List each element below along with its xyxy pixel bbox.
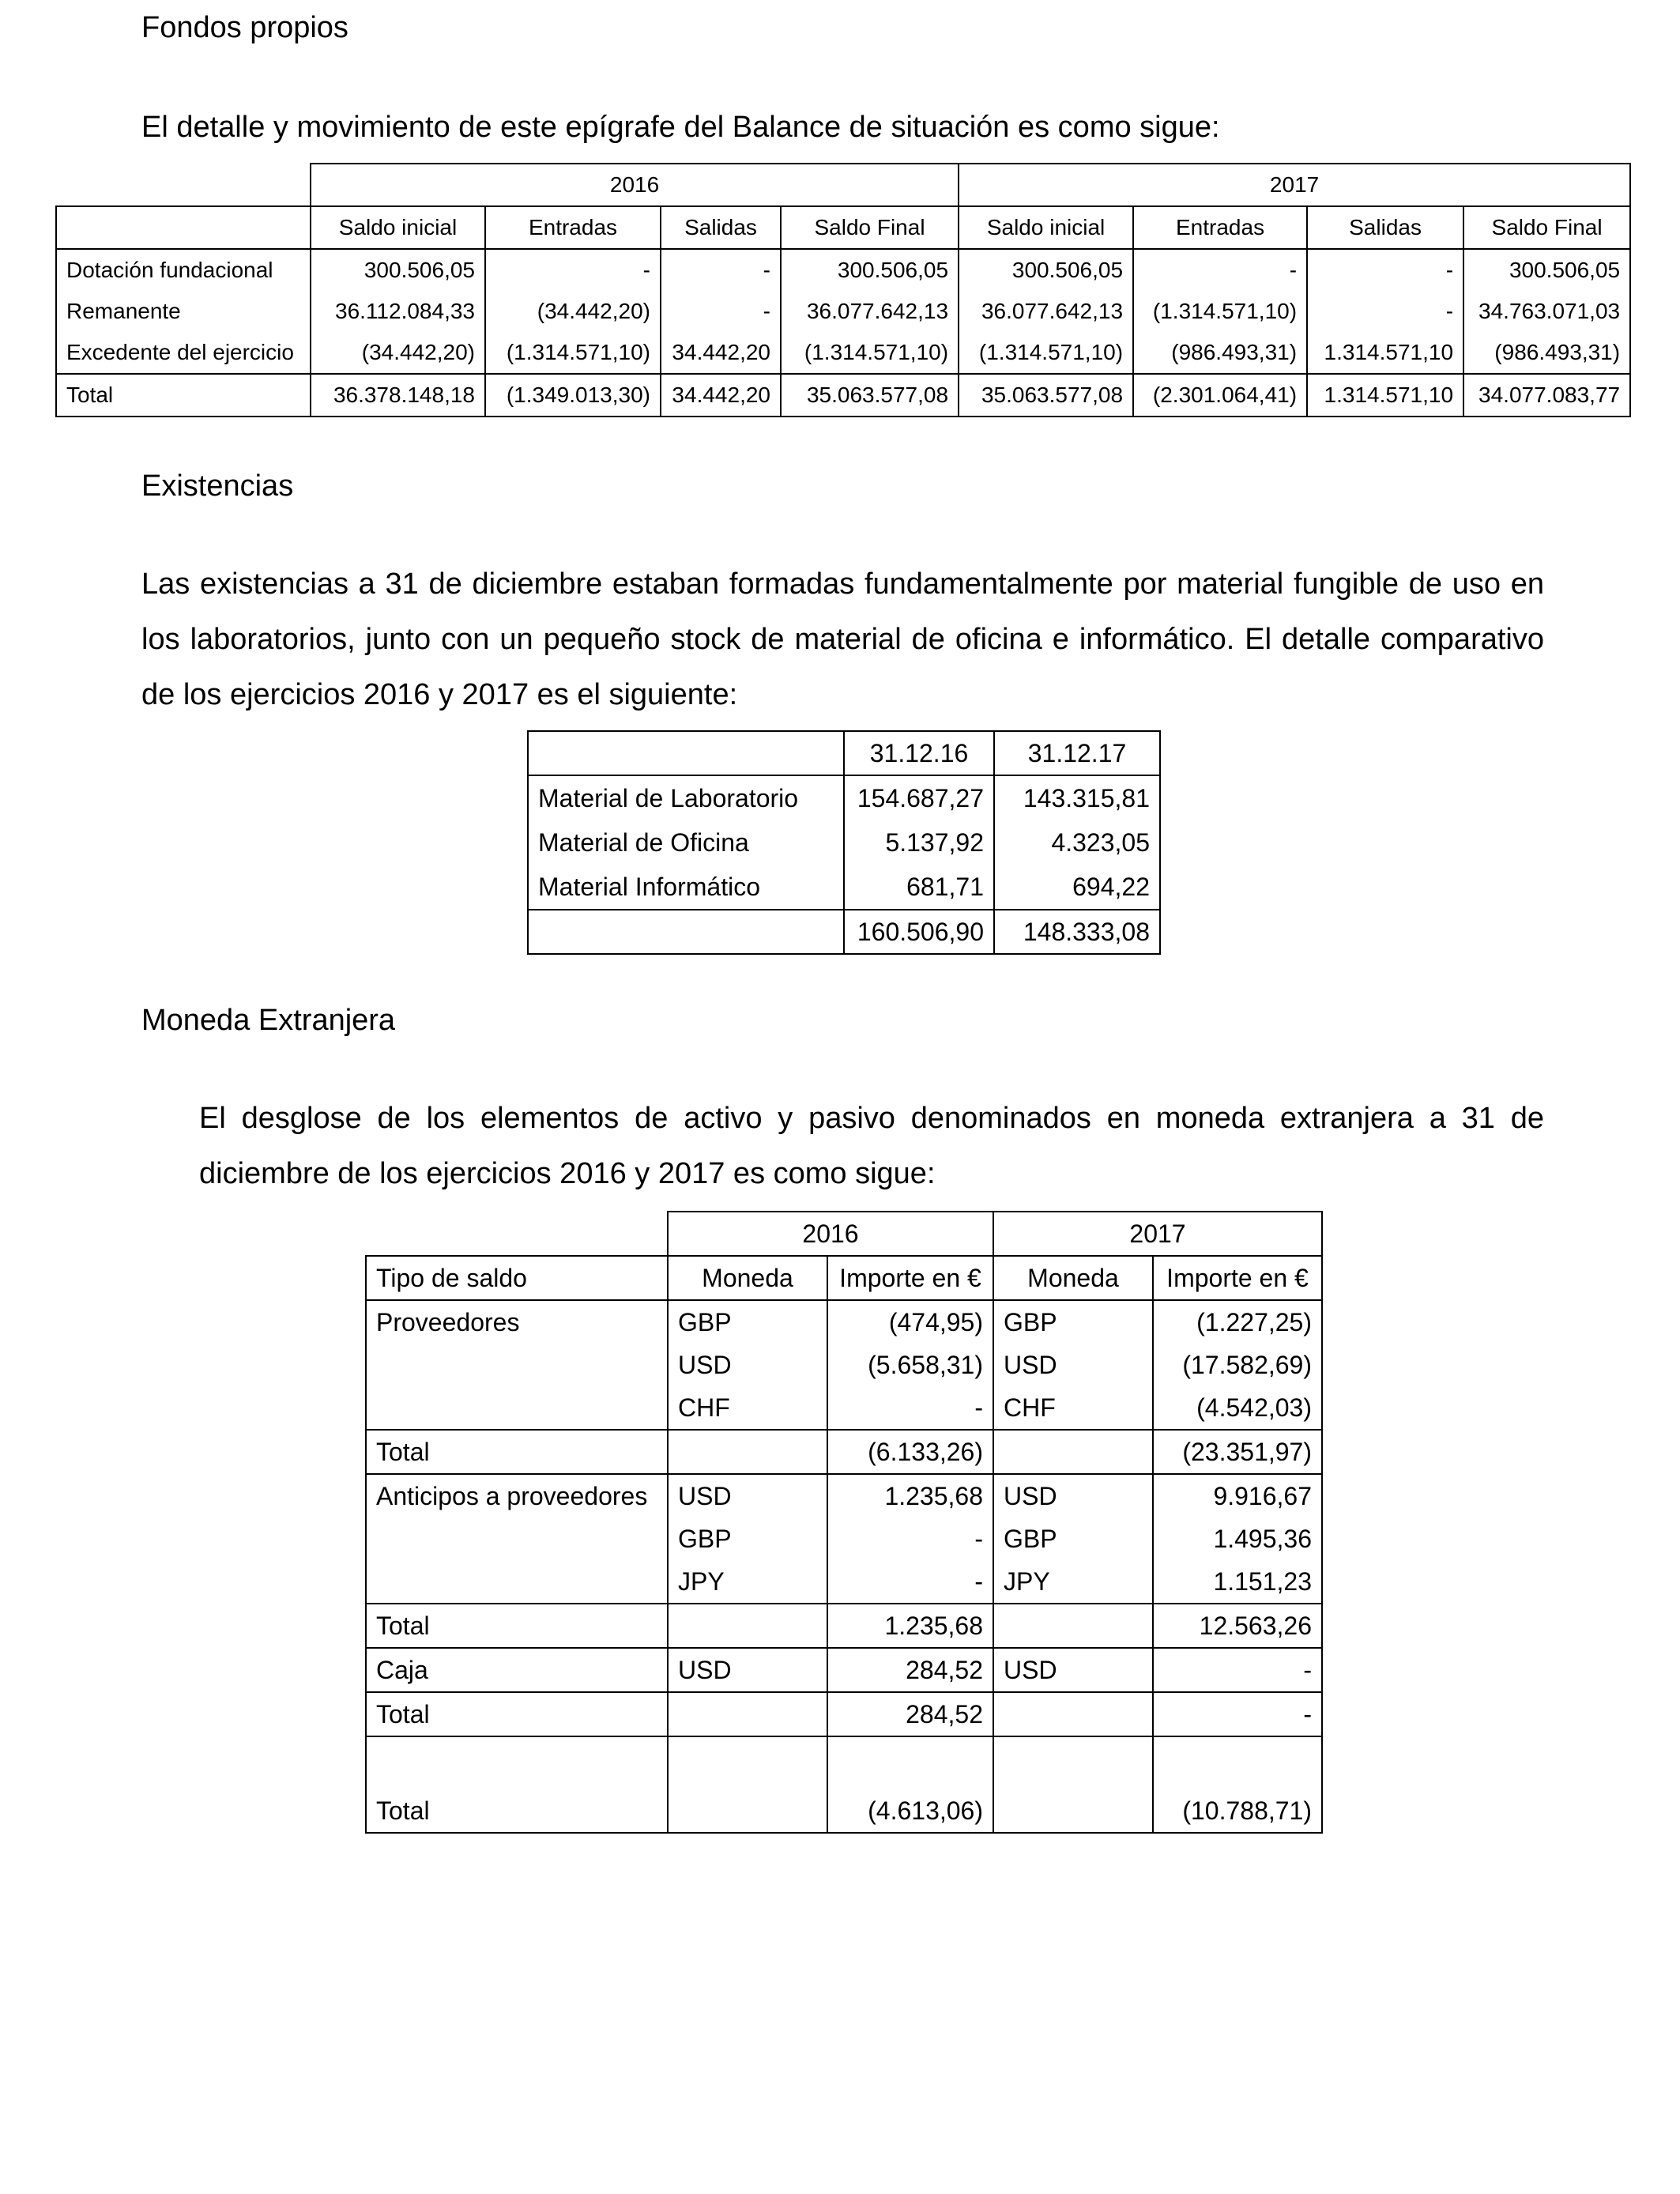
- table-cell: 4.323,05: [994, 820, 1160, 865]
- fondos-intro: El detalle y movimiento de este epígrafe del Balance de situación es como sigue:: [141, 111, 1220, 144]
- fondos-propios-table: [55, 163, 1631, 417]
- currency-cell: JPY: [668, 1560, 827, 1604]
- table-row: [366, 1344, 1322, 1386]
- table-row: [366, 1474, 1322, 1517]
- currency-cell: GBP: [993, 1300, 1153, 1344]
- empty-cell: [366, 1386, 668, 1430]
- empty-cell: [668, 1736, 827, 1833]
- amount-cell: (23.351,97): [1153, 1430, 1322, 1474]
- empty-cell: [668, 1430, 827, 1474]
- amount-cell: -: [827, 1560, 993, 1604]
- table-cell: -: [1133, 249, 1307, 291]
- amount-cell: (4.542,03): [1153, 1386, 1322, 1430]
- row-label: Total: [366, 1692, 668, 1736]
- table-cell: 36.378.148,18: [311, 374, 485, 417]
- amount-cell: (1.227,25): [1153, 1300, 1322, 1344]
- table-row: [366, 1517, 1322, 1560]
- table-cell: 1.314.571,10: [1307, 374, 1463, 417]
- header-cell: [56, 206, 311, 249]
- column-header-row: [56, 206, 1630, 249]
- amount-cell: 1.495,36: [1153, 1517, 1322, 1560]
- amount-cell: 9.916,67: [1153, 1474, 1322, 1517]
- total-row: [528, 910, 1160, 954]
- moneda-extranjera-table: [365, 1211, 1323, 1834]
- subtotal-row: [366, 1692, 1322, 1736]
- table-cell: (34.442,20): [311, 332, 485, 374]
- table-cell: 34.077.083,77: [1463, 374, 1630, 417]
- existencias-paragraph: Las existencias a 31 de diciembre estaban formadas fundamentalmente por material fungible de uso en los laboratorios, junto con un pequeño stock de material de oficina e informático. El detalle comparativo de los ejercicios 2016 y 2017 es el siguiente:: [141, 567, 1544, 711]
- table-row: [366, 1648, 1322, 1692]
- table-cell: 34.442,20: [661, 332, 781, 374]
- row-label: Total: [56, 374, 311, 417]
- group-label: Anticipos a proveedores: [366, 1474, 668, 1517]
- currency-cell: GBP: [668, 1300, 827, 1344]
- currency-cell: USD: [668, 1648, 827, 1692]
- year-header: 2017: [993, 1212, 1322, 1256]
- row-label: [528, 910, 844, 954]
- table-cell: 300.506,05: [1463, 249, 1630, 291]
- column-header: Saldo inicial: [311, 206, 485, 249]
- amount-cell: (5.658,31): [827, 1344, 993, 1386]
- table-cell: 154.687,27: [844, 775, 994, 820]
- currency-cell: USD: [668, 1344, 827, 1386]
- row-label: Dotación fundacional: [56, 249, 311, 291]
- table-cell: (986.493,31): [1463, 332, 1630, 374]
- group-label: Proveedores: [366, 1300, 668, 1344]
- grand-total-row: [366, 1736, 1322, 1833]
- column-header-row: [528, 731, 1160, 775]
- currency-cell: JPY: [993, 1560, 1153, 1604]
- row-label: Total: [366, 1736, 668, 1833]
- table-cell: 300.506,05: [781, 249, 959, 291]
- blank-cell: [366, 1212, 668, 1256]
- empty-cell: [366, 1560, 668, 1604]
- table-cell: (1.314.571,10): [485, 332, 661, 374]
- table-cell: 300.506,05: [311, 249, 485, 291]
- table-row: [366, 1386, 1322, 1430]
- empty-cell: [668, 1604, 827, 1648]
- subtotal-row: [366, 1430, 1322, 1474]
- table-cell: (1.314.571,10): [959, 332, 1133, 374]
- section-heading-moneda: Moneda Extranjera: [141, 1004, 396, 1037]
- empty-cell: [366, 1517, 668, 1560]
- table-row: [366, 1560, 1322, 1604]
- section-heading-existencias: Existencias: [141, 469, 294, 503]
- column-header: 31.12.17: [994, 731, 1160, 775]
- table-cell: 36.112.084,33: [311, 291, 485, 332]
- table-cell: (1.349.013,30): [485, 374, 661, 417]
- table-row: [528, 775, 1160, 820]
- empty-cell: [366, 1344, 668, 1386]
- amount-cell: 284,52: [827, 1648, 993, 1692]
- column-header: Moneda: [668, 1256, 827, 1300]
- amount-cell: -: [827, 1386, 993, 1430]
- column-header: Saldo inicial: [959, 206, 1133, 249]
- total-row: [56, 374, 1630, 417]
- row-label: Material de Laboratorio: [528, 775, 844, 820]
- empty-cell: [993, 1736, 1153, 1833]
- column-header-row: [366, 1256, 1322, 1300]
- amount-cell: -: [827, 1517, 993, 1560]
- table-cell: 36.077.642,13: [959, 291, 1133, 332]
- column-header: Entradas: [1133, 206, 1307, 249]
- table-cell: (986.493,31): [1133, 332, 1307, 374]
- year-header: 2017: [959, 164, 1630, 206]
- column-header: Tipo de saldo: [366, 1256, 668, 1300]
- table-cell: 5.137,92: [844, 820, 994, 865]
- existencias-table: [527, 730, 1161, 955]
- empty-cell: [668, 1692, 827, 1736]
- column-header: Moneda: [993, 1256, 1153, 1300]
- column-header: Importe en €: [827, 1256, 993, 1300]
- table-cell: 35.063.577,08: [959, 374, 1133, 417]
- table-cell: 35.063.577,08: [781, 374, 959, 417]
- amount-cell: 12.563,26: [1153, 1604, 1322, 1648]
- table-cell: (1.314.571,10): [781, 332, 959, 374]
- currency-cell: GBP: [668, 1517, 827, 1560]
- table-row: [528, 820, 1160, 865]
- table-cell: 36.077.642,13: [781, 291, 959, 332]
- column-header: Saldo Final: [1463, 206, 1630, 249]
- row-label: Remanente: [56, 291, 311, 332]
- empty-cell: [993, 1604, 1153, 1648]
- year-header-row: [366, 1212, 1322, 1256]
- currency-cell: USD: [668, 1474, 827, 1517]
- group-label: Caja: [366, 1648, 668, 1692]
- table-cell: 160.506,90: [844, 910, 994, 954]
- table-row: [366, 1300, 1322, 1344]
- amount-cell: (6.133,26): [827, 1430, 993, 1474]
- table-cell: 694,22: [994, 865, 1160, 910]
- table-row: [56, 249, 1630, 291]
- column-header: 31.12.16: [844, 731, 994, 775]
- empty-cell: [993, 1430, 1153, 1474]
- amount-cell: 284,52: [827, 1692, 993, 1736]
- header-cell: [528, 731, 844, 775]
- row-label: Material de Oficina: [528, 820, 844, 865]
- blank-cell: [56, 164, 311, 206]
- table-cell: 148.333,08: [994, 910, 1160, 954]
- amount-cell: (4.613,06): [827, 1736, 993, 1833]
- amount-cell: -: [1153, 1648, 1322, 1692]
- column-header: Entradas: [485, 206, 661, 249]
- amount-cell: (474,95): [827, 1300, 993, 1344]
- table-row: [528, 865, 1160, 910]
- table-cell: (34.442,20): [485, 291, 661, 332]
- table-cell: -: [485, 249, 661, 291]
- currency-cell: USD: [993, 1474, 1153, 1517]
- table-cell: 34.442,20: [661, 374, 781, 417]
- subtotal-row: [366, 1604, 1322, 1648]
- currency-cell: CHF: [993, 1386, 1153, 1430]
- table-cell: (1.314.571,10): [1133, 291, 1307, 332]
- table-row: [56, 332, 1630, 374]
- section-heading-fondos: Fondos propios: [141, 11, 348, 44]
- table-cell: 34.763.071,03: [1463, 291, 1630, 332]
- year-header: 2016: [311, 164, 959, 206]
- currency-cell: CHF: [668, 1386, 827, 1430]
- table-cell: 300.506,05: [959, 249, 1133, 291]
- table-cell: (2.301.064,41): [1133, 374, 1307, 417]
- row-label: Total: [366, 1604, 668, 1648]
- row-label: Excedente del ejercicio: [56, 332, 311, 374]
- table-cell: -: [1307, 291, 1463, 332]
- amount-cell: -: [1153, 1692, 1322, 1736]
- column-header: Saldo Final: [781, 206, 959, 249]
- table-cell: 1.314.571,10: [1307, 332, 1463, 374]
- amount-cell: 1.151,23: [1153, 1560, 1322, 1604]
- empty-cell: [993, 1692, 1153, 1736]
- table-cell: -: [661, 249, 781, 291]
- column-header: Salidas: [661, 206, 781, 249]
- currency-cell: USD: [993, 1648, 1153, 1692]
- currency-cell: USD: [993, 1344, 1153, 1386]
- amount-cell: 1.235,68: [827, 1474, 993, 1517]
- column-header: Salidas: [1307, 206, 1463, 249]
- row-label: Material Informático: [528, 865, 844, 910]
- table-cell: 143.315,81: [994, 775, 1160, 820]
- table-cell: -: [661, 291, 781, 332]
- amount-cell: 1.235,68: [827, 1604, 993, 1648]
- year-header-row: [56, 164, 1630, 206]
- amount-cell: (17.582,69): [1153, 1344, 1322, 1386]
- year-header: 2016: [668, 1212, 993, 1256]
- row-label: Total: [366, 1430, 668, 1474]
- amount-cell: (10.788,71): [1153, 1736, 1322, 1833]
- table-cell: -: [1307, 249, 1463, 291]
- column-header: Importe en €: [1153, 1256, 1322, 1300]
- moneda-paragraph: El desglose de los elementos de activo y pasivo denominados en moneda extranjera a 31 de diciembre de los ejercicios 2016 y 2017 es como sigue:: [199, 1102, 1544, 1190]
- table-cell: 681,71: [844, 865, 994, 910]
- table-row: [56, 291, 1630, 332]
- currency-cell: GBP: [993, 1517, 1153, 1560]
